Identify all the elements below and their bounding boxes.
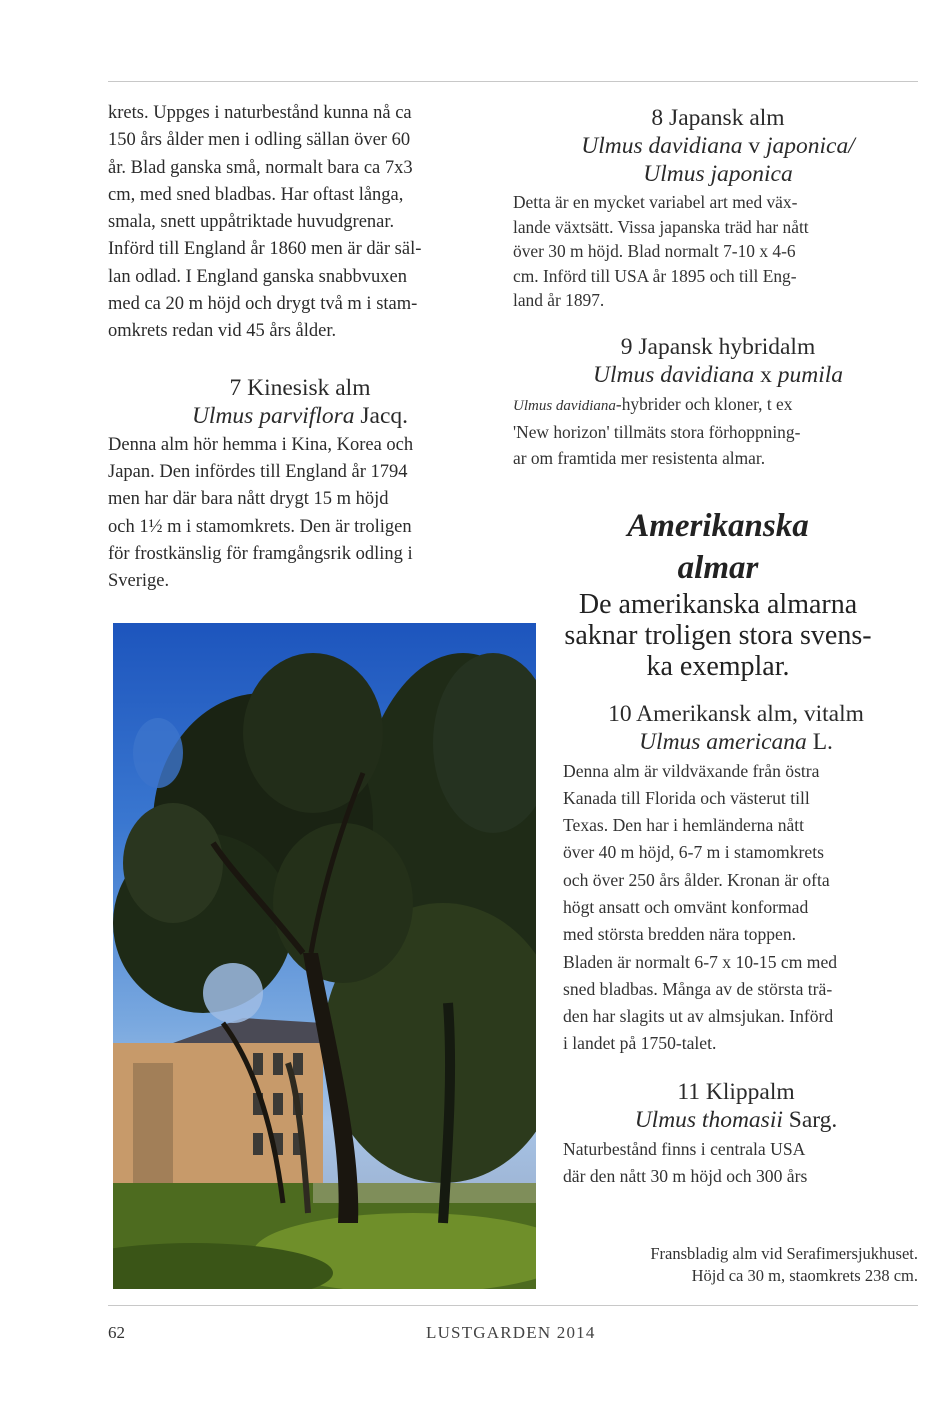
- latin-name: Ulmus parviflora: [191, 402, 355, 429]
- text-line: Naturbestånd finns i centrala USA: [563, 1138, 806, 1159]
- magazine-title: LUSTGARDEN 2014: [426, 1323, 596, 1342]
- text-line: över 30 m höjd. Blad normalt 7-10 x 4-6: [513, 241, 796, 261]
- text-line: 'New horizon' tillmäts stora förhoppning-: [513, 421, 801, 442]
- section-11-latin: [549, 1106, 923, 1134]
- section-10-latin: [549, 728, 923, 756]
- section-7-title: 7 Kinesisk alm: [229, 374, 371, 401]
- text-line: ar om framtida mer resistenta almar.: [513, 447, 766, 468]
- section-8-latin-line1: [513, 132, 923, 160]
- text-line: Kanada till Florida och västerut till: [563, 787, 810, 808]
- latin-name: japonica/: [765, 133, 855, 159]
- text-line: lan odlad. I England ganska snabbvuxen: [108, 266, 408, 287]
- section-8-text: [513, 190, 923, 313]
- text-line: med största bredden nära toppen.: [563, 924, 797, 945]
- text-line: [513, 391, 923, 419]
- caption-line: Fransbladig alm vid Serafimersjukhuset.: [650, 1244, 918, 1263]
- text-line: Japan. Den infördes till England år 1794: [108, 461, 408, 482]
- section-11-text: [563, 1136, 923, 1190]
- section-9-latin: [513, 361, 923, 389]
- latin-name: Ulmus japonica: [643, 161, 793, 187]
- text-line: omkrets redan vid 45 års ålder.: [108, 321, 337, 342]
- text-line: högt ansatt och omvänt konformad: [563, 896, 809, 917]
- text-line: Detta är en mycket variabel art med väx-: [513, 192, 798, 212]
- latin-name: Ulmus davidiana: [592, 361, 755, 388]
- text-line: med ca 20 m höjd och drygt två m i stam-: [108, 294, 418, 315]
- text-line: cm. Införd till USA år 1895 och till Eng-: [513, 265, 797, 286]
- american-elms-subheading-line2: saknar troligen stora svens-: [564, 619, 872, 651]
- section-8-latin-line2: [513, 160, 923, 188]
- conjunction: x: [760, 361, 772, 388]
- text-fragment: -hybrider och kloner, t ex: [615, 393, 793, 414]
- american-elms-heading-line1: Amerikanska: [627, 507, 809, 544]
- section-7-text: [108, 432, 492, 596]
- text-line: Denna alm hör hemma i Kina, Korea och: [108, 434, 414, 455]
- text-line: Denna alm är vildväxande från östra: [563, 760, 820, 781]
- text-line: den har slagits ut av almsjukan. Införd: [563, 1006, 834, 1027]
- section-10: [513, 700, 923, 1190]
- text-line: Texas. Den har i hemländerna nått: [563, 815, 805, 836]
- text-line: sned bladbas. Många av de största trä-: [563, 978, 833, 999]
- author-abbrev: Sarg.: [788, 1106, 838, 1133]
- tree-illustration: [113, 623, 536, 1289]
- conjunction: v: [748, 133, 761, 159]
- text-line: Införd till England år 1860 men är där säl-: [108, 239, 422, 260]
- section-10-text: [563, 758, 923, 1058]
- left-column: [108, 100, 492, 595]
- latin-name: Ulmus thomasii: [634, 1106, 783, 1133]
- text-line: år. Blad ganska små, normalt bara ca 7x3: [108, 157, 413, 178]
- latin-name: Ulmus davidiana: [513, 397, 616, 414]
- elm-tree-photo: [113, 623, 536, 1289]
- text-line: i landet på 1750-talet.: [563, 1033, 717, 1054]
- american-elms-subheading-line3: ka exemplar.: [646, 650, 790, 682]
- text-line: för frostkänslig för framgångsrik odling i: [108, 543, 413, 564]
- page-number: 62: [108, 1323, 125, 1342]
- text-line: Bladen är normalt 6-7 x 10-15 cm med: [563, 951, 838, 972]
- top-rule: [108, 81, 918, 82]
- section-11-title: 11 Klippalm: [677, 1078, 795, 1105]
- section-7-latin: [108, 402, 492, 430]
- photo-caption: [548, 1243, 918, 1287]
- text-line: cm, med sned bladbas. Har oftast långa,: [108, 184, 404, 205]
- author-abbrev: L.: [812, 728, 833, 755]
- text-line: där den nått 30 m höjd och 300 års: [563, 1165, 808, 1186]
- latin-name: Ulmus davidiana: [581, 133, 743, 159]
- section-10-title: 10 Amerikansk alm, vitalm: [608, 700, 864, 727]
- text-line: lande växtsätt. Vissa japanska träd har nått: [513, 216, 809, 237]
- caption-line: Höjd ca 30 m, staomkrets 238 cm.: [691, 1266, 918, 1285]
- latin-name: pumila: [777, 361, 843, 388]
- bottom-rule: [108, 1305, 918, 1306]
- intro-paragraph: [108, 100, 492, 346]
- text-line: men har där bara nått drygt 15 m höjd: [108, 489, 389, 510]
- text-line: Sverige.: [108, 571, 170, 592]
- text-line: 150 års ålder men i odling sällan över 60: [108, 130, 411, 151]
- building-roof: [173, 1018, 323, 1043]
- latin-name: Ulmus americana: [639, 728, 807, 755]
- american-elms-subheading-line1: De amerikanska almarna: [578, 588, 858, 620]
- text-line: över 40 m höjd, 6-7 m i stamomkrets: [563, 842, 824, 863]
- text-line: och 1½ m i stamomkrets. Den är troligen: [108, 516, 412, 537]
- section-9-title: 9 Japansk hybridalm: [620, 333, 816, 360]
- text-line: krets. Uppges i naturbestånd kunna nå ca: [108, 103, 412, 123]
- section-8-title: 8 Japansk alm: [651, 105, 785, 131]
- text-line: land år 1897.: [513, 290, 605, 310]
- author-abbrev: Jacq.: [360, 402, 409, 429]
- american-elms-heading-line2: almar: [677, 549, 759, 586]
- text-line: smala, snett uppåtriktade huvudgrenar.: [108, 212, 395, 233]
- text-line: och över 250 års ålder. Kronan är ofta: [563, 869, 830, 890]
- right-column: [513, 100, 923, 1190]
- section-9-text: [513, 391, 923, 471]
